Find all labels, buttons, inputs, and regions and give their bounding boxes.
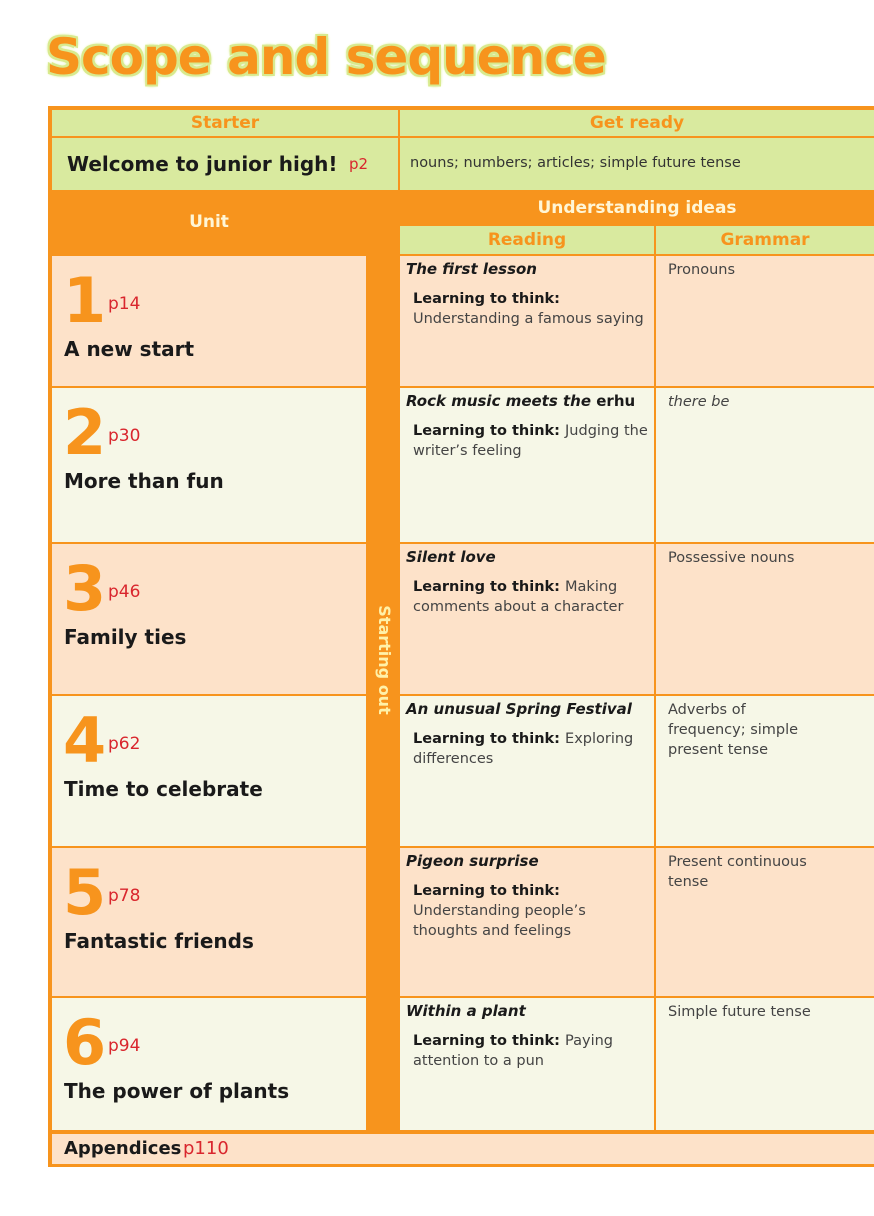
think-text: Exploring differences (413, 731, 634, 767)
grammar-cell (656, 544, 874, 694)
reading-title (406, 548, 496, 566)
think-label: Learning to think: (413, 1033, 566, 1049)
appendices-page: p110 (183, 1138, 229, 1159)
unit-name: The power of plants (64, 1079, 290, 1103)
think-label: Learning to think: (413, 883, 560, 899)
unit-number: 3 (63, 552, 107, 625)
understanding-ideas-header: Understanding ideas (400, 192, 874, 224)
starting-out-label: Starting out (375, 605, 394, 715)
grammar-cell (656, 696, 874, 846)
reading-title (406, 392, 635, 410)
unit-name: Time to celebrate (64, 777, 263, 801)
think-text: Making comments about a character (413, 579, 624, 615)
unit-cell (52, 388, 366, 542)
unit-number: 6 (63, 1006, 107, 1079)
unit-name: More than fun (64, 469, 224, 493)
reading-title-text: Pigeon surprise (406, 852, 539, 870)
unit-page: p14 (108, 294, 141, 314)
unit-page: p46 (108, 582, 141, 602)
reading-title-text: Rock music meets the (406, 392, 592, 410)
reading-title (406, 260, 537, 278)
think-text: Paying attention to a pun (413, 1033, 614, 1069)
reading-cell (400, 848, 654, 996)
unit-cell (52, 696, 366, 846)
reading-title (406, 852, 539, 870)
think-text: Understanding a famous saying (413, 311, 644, 327)
unit-name: Family ties (64, 625, 187, 649)
welcome-cell (52, 138, 398, 190)
reading-title-text: Silent love (406, 548, 496, 566)
learning-to-think (413, 881, 649, 941)
grammar-cell (656, 388, 874, 542)
learning-to-think (413, 1031, 649, 1071)
grammar-cell (656, 998, 874, 1130)
reading-cell (400, 256, 654, 386)
unit-header (52, 192, 366, 254)
learning-to-think (413, 421, 649, 461)
grammar-text: Simple future tense (668, 1004, 811, 1020)
welcome-title: Welcome to junior high! (67, 152, 338, 176)
reading-title (406, 700, 632, 718)
think-label: Learning to think: (413, 579, 566, 595)
grammar-text: there be (668, 394, 730, 410)
grammar-text: Adverbs of frequency; simple present tense (668, 702, 799, 758)
reading-cell (400, 696, 654, 846)
unit-number: 2 (63, 396, 107, 469)
think-label: Learning to think: (413, 731, 566, 747)
welcome-page: p2 (349, 155, 369, 173)
starter-header: Starter (52, 110, 398, 136)
grammar-header: Grammar (656, 226, 874, 254)
reading-header: Reading (400, 226, 654, 254)
reading-title (406, 1002, 526, 1020)
appendices-label: Appendices (64, 1138, 182, 1159)
think-label: Learning to think: (413, 423, 566, 439)
unit-cell (52, 256, 366, 386)
learning-to-think (413, 577, 649, 617)
page-title: Scope and sequence (46, 28, 606, 86)
unit-number: 1 (63, 264, 107, 337)
think-text: Judging the writer’s feeling (413, 423, 648, 459)
unit-name: A new start (64, 337, 195, 361)
grammar-text: Present continuous tense (668, 854, 807, 890)
learning-to-think (413, 729, 649, 769)
reading-cell (400, 998, 654, 1130)
unit-number: 5 (63, 856, 107, 929)
reading-cell (400, 388, 654, 542)
unit-name: Fantastic friends (64, 929, 254, 953)
grammar-text: Possessive nouns (668, 550, 795, 566)
unit-page: p62 (108, 734, 141, 754)
unit-cell (52, 998, 366, 1130)
get-ready-header: Get ready (400, 110, 874, 136)
get-ready-text: nouns; numbers; articles; simple future tense (410, 155, 741, 171)
unit-header-label: Unit (189, 212, 229, 232)
reading-cell (400, 544, 654, 694)
reading-title-upright: erhu (596, 392, 636, 410)
unit-page: p30 (108, 426, 141, 446)
grammar-cell (656, 256, 874, 386)
unit-page: p94 (108, 1036, 141, 1056)
think-label: Learning to think: (413, 291, 560, 307)
unit-page: p78 (108, 886, 141, 906)
think-text: Understanding people’s thoughts and feelings (413, 903, 586, 939)
unit-cell (52, 544, 366, 694)
unit-cell (52, 848, 366, 996)
reading-title-text: The first lesson (406, 260, 537, 278)
grammar-cell (656, 848, 874, 996)
appendices-row (52, 1134, 874, 1164)
get-ready-cell (400, 138, 874, 190)
learning-to-think (413, 289, 649, 329)
reading-title-text: Within a plant (406, 1002, 526, 1020)
unit-number: 4 (63, 704, 107, 777)
reading-title-text: An unusual Spring Festival (406, 700, 632, 718)
grammar-text: Pronouns (668, 262, 735, 278)
